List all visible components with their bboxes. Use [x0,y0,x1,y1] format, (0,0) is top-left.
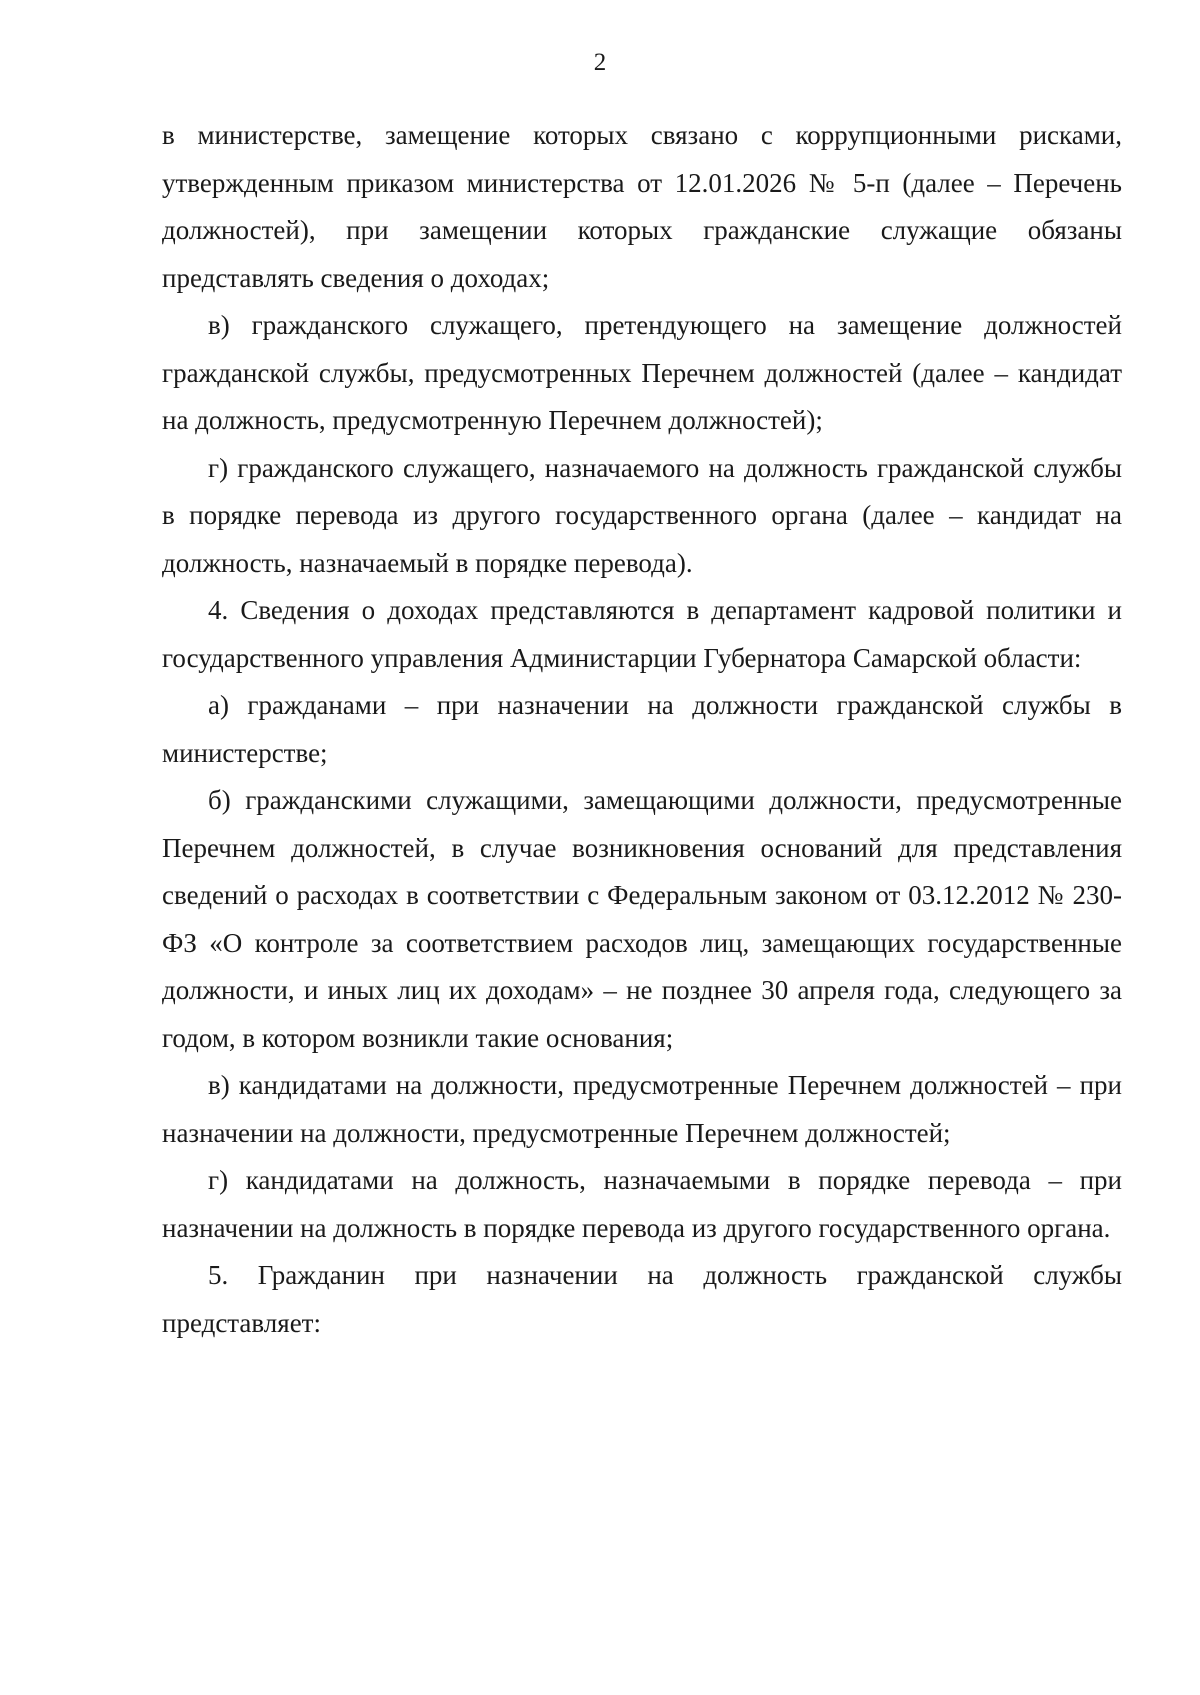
paragraph-section-5: 5. Гражданин при назначении на должность гражданской службы представляет: [162,1260,1122,1338]
page-number: 2 [593,49,607,76]
document-body [162,112,1122,1347]
paragraph-item-v: в) гражданского служащего, претендующего на замещение должностей гражданской службы, предусмотренных Перечнем должностей (далее – кандидат на должность, предусмотренную Перечнем должностей); [162,310,1122,435]
paragraph-item-g-2: г) кандидатами на должность, назначаемыми в порядке перевода – при назначении на должность в порядке перевода из другого государственного органа. [162,1165,1122,1243]
paragraph-section-4: 4. Сведения о доходах представляются в департамент кадровой политики и государственного управления Администарции Губернатора Самарской области: [162,595,1122,673]
paragraph-continuation: в министерстве, замещение которых связано с коррупционными рисками, утвержденным приказом министерства от 12.01.2026 № 5-п (далее – Перечень должностей), при замещении которых гражданские служащие обязаны представлять сведения о доходах; [162,120,1122,293]
paragraph-item-b: б) гражданскими служащими, замещающими должности, предусмотренные Перечнем должностей, в случае возникновения оснований для представления сведений о расходах в соответствии с Федеральным законом от 03.12.2012 № 230-ФЗ «О контроле за соответствием расходов лиц, замещающих государственные должности, и иных лиц их доходам» – не позднее 30 апреля года, следующего за годом, в котором возникли такие основания; [162,785,1122,1053]
paragraph-item-v-2: в) кандидатами на должности, предусмотренные Перечнем должностей – при назначении на должности, предусмотренные Перечнем должностей; [162,1070,1122,1148]
paragraph-item-a: а) гражданами – при назначении на должности гражданской службы в министерстве; [162,690,1122,768]
paragraph-item-g: г) гражданского служащего, назначаемого на должность гражданской службы в порядке перевода из другого государственного органа (далее – кандидат на должность, назначаемый в порядке перевода). [162,452,1122,578]
